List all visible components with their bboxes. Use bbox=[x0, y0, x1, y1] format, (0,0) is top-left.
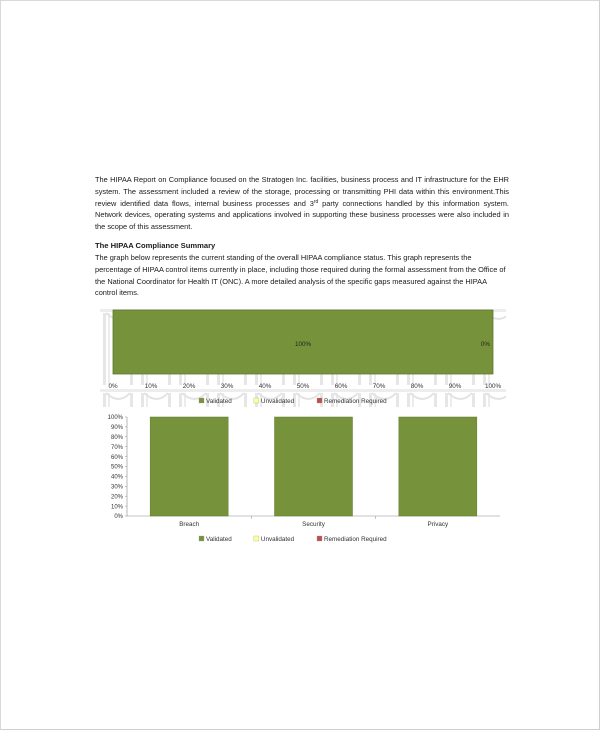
intro-paragraph bbox=[95, 174, 509, 233]
chart1-x-tick: 70% bbox=[372, 383, 386, 390]
chart2-bar-privacy-validated bbox=[399, 417, 477, 516]
chart2-y-tick: 90% bbox=[110, 425, 123, 432]
section-heading: The HIPAA Compliance Summary bbox=[95, 241, 216, 250]
chart1-legend-label-validated: Validated bbox=[206, 398, 232, 405]
chart2-y-tick: 100% bbox=[107, 415, 123, 422]
chart1-x-tick: 60% bbox=[334, 383, 348, 390]
chart1-legend-label-unvalidated: Unvalidated bbox=[260, 398, 295, 405]
chart2-y-tick: 60% bbox=[110, 454, 123, 461]
chart1-x-tick: 10% bbox=[144, 383, 158, 390]
intro-paragraph-end: party connections handled by this information system. Network devices, operating systems and applications involved in supporting these business processes were also included in the scope of this assessment. bbox=[95, 198, 509, 232]
chart1-x-tick: 30% bbox=[220, 383, 234, 390]
chart1-legend-swatch-unvalidated bbox=[254, 398, 259, 403]
chart2-legend-swatch-validated bbox=[199, 536, 204, 541]
chart2-legend-swatch-remediation-required bbox=[317, 536, 322, 541]
chart2-y-tick: 50% bbox=[110, 464, 123, 471]
overall-compliance-chart bbox=[100, 305, 506, 410]
chart2-bar-security-validated bbox=[275, 417, 353, 516]
chart2-legend-swatch-unvalidated bbox=[254, 536, 259, 541]
chart1-data-label-remaining: 0% bbox=[480, 341, 490, 348]
chart1-x-tick: 80% bbox=[410, 383, 424, 390]
chart2-category-label-privacy: Privacy bbox=[427, 521, 449, 528]
chart2-legend-label-unvalidated: Unvalidated bbox=[260, 536, 295, 543]
chart1-x-tick: 20% bbox=[182, 383, 196, 390]
chart2-y-tick: 0% bbox=[114, 514, 123, 521]
chart2-y-tick: 40% bbox=[110, 474, 123, 481]
chart2-category-label-breach: Breach bbox=[179, 521, 200, 528]
category-compliance-chart bbox=[100, 410, 506, 550]
summary-paragraph: The graph below represents the current standing of the overall HIPAA compliance status. This graph represents the percentage of HIPAA control items currently in place, including those required during the formal assessment from the Office of the National Coordinator for Health IT (ONC). A more detailed analysis of the specific gaps measured against the HIPAA control items. bbox=[95, 253, 506, 298]
chart1-data-label-validated: 100% bbox=[294, 341, 312, 348]
chart1-legend-swatch-validated bbox=[199, 398, 204, 403]
chart1-x-tick: 100% bbox=[484, 383, 502, 390]
chart1-legend-label-remediation-required: Remediation Required bbox=[324, 398, 387, 405]
chart1-legend-swatch-remediation-required bbox=[317, 398, 322, 403]
intro-paragraph-start: The HIPAA Report on Compliance focused on the Stratogen Inc. facilities, business process and IT infrastructure for the EHR system. The assessment included a review of the storage, processing or transmitting PHI data within this environment.This review identified data flows, internal business processes and 3 bbox=[95, 175, 509, 208]
chart1-x-tick: 50% bbox=[296, 383, 310, 390]
chart2-y-tick: 80% bbox=[110, 435, 123, 441]
chart2-legend-label-remediation-required: Remediation Required bbox=[324, 536, 387, 543]
chart1-x-tick: 90% bbox=[448, 383, 462, 390]
chart2-y-tick: 70% bbox=[110, 444, 123, 451]
chart2-bar-breach-validated bbox=[150, 417, 228, 516]
chart2-legend-label-validated: Validated bbox=[206, 536, 232, 543]
chart2-y-tick: 20% bbox=[110, 494, 123, 501]
chart2-y-tick: 10% bbox=[110, 504, 123, 511]
chart2-category-label-security: Security bbox=[302, 521, 325, 528]
chart1-x-tick: 0% bbox=[108, 383, 118, 390]
chart2-y-tick: 30% bbox=[110, 484, 123, 491]
superscript-rd: rd bbox=[313, 198, 319, 205]
chart1-x-tick: 40% bbox=[258, 383, 272, 390]
